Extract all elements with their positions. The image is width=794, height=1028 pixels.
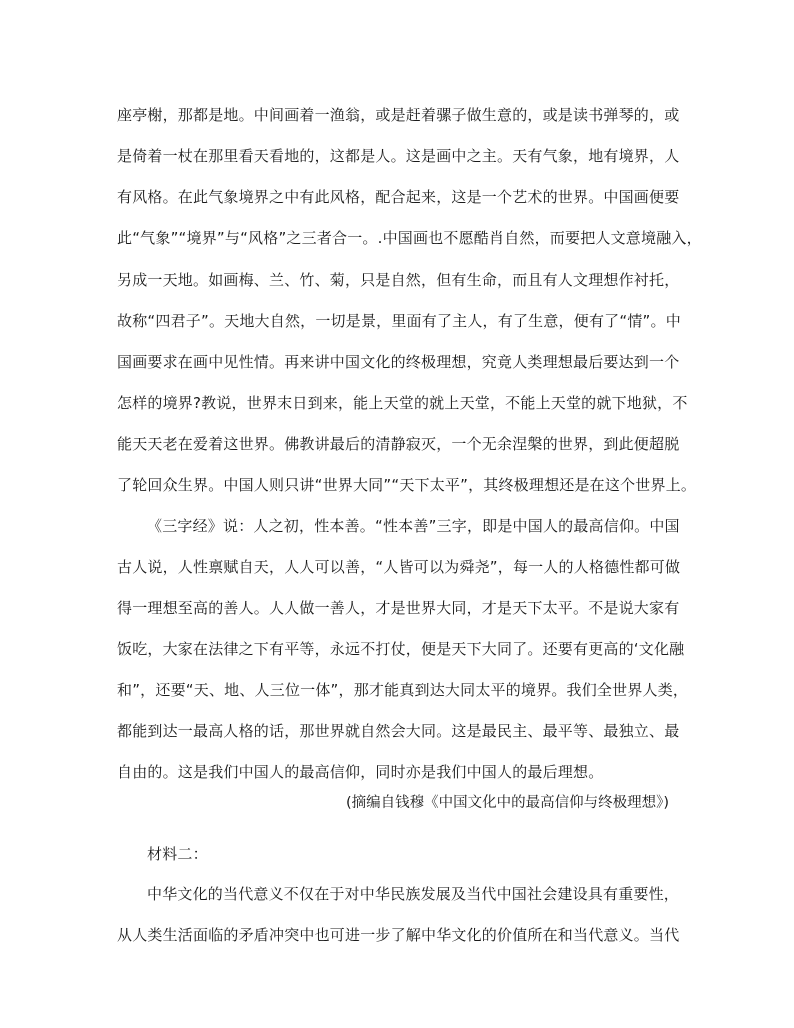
text-line: 都能到达一最高人格的话，那世界就自然会大同。这是最民主、最平等、最独立、最 <box>117 722 680 740</box>
text-line: 有风格。在此气象境界之中有此风格，配合起来，这是一个艺术的世界。中国画便要 <box>117 188 680 206</box>
section-heading: 材料二： <box>147 845 208 863</box>
text-line: 古人说，人性禀赋自天，人人可以善，“人皆可以为舜尧”，每一人的人格德性都可做 <box>117 558 681 576</box>
text-line: 从人类生活面临的矛盾冲突中也可进一步了解中华文化的价值所在和当代意义。当代 <box>117 926 680 944</box>
text-line: 另成一天地。如画梅、兰、竹、菊，只是自然，但有生命，而且有人文理想作衬托， <box>117 271 680 289</box>
text-line: 故称“四君子”。天地大自然，一切是景，里面有了主人，有了生意，便有了“情”。中 <box>117 312 681 330</box>
text-line: 能天天老在爱着这世界。佛教讲最后的清静寂灭，一个无余涅槃的世界，到此便超脱 <box>117 435 680 453</box>
text-line: 此“气象”“境界”与“风格”之三者合一。.中国画也不愿酷肖自然，而要把人文意境融入， <box>117 229 702 247</box>
text-line: 是倚着一杖在那里看天看地的，这都是人。这是画中之主。天有气象，地有境界，人 <box>117 147 680 165</box>
text-line: 了轮回众生界。中国人则只讲“世界大同”“天下太平”，其终极理想还是在这个世界上。 <box>117 476 697 494</box>
source-citation: (摘编自钱穆《中国文化中的最高信仰与终极理想》) <box>346 795 670 811</box>
paragraph-start-line: 《三字经》说：人之初，性本善。“性本善”三字，即是中国人的最高信仰。中国 <box>147 517 680 535</box>
text-line: 国画要求在画中见性情。再来讲中国文化的终极理想，究竟人类理想最后要达到一个 <box>117 353 680 371</box>
text-line: 和”，还要“天、地、人三位一体”，那才能真到达大同太平的境界。我们全世界人类， <box>117 681 689 699</box>
text-line: 座亭榭，那都是地。中间画着一渔翁，或是赶着骡子做生意的，或是读书弹琴的，或 <box>117 106 680 124</box>
text-line: 得一理想至高的善人。人人做一善人，才是世界大同，才是天下太平。不是说大家有 <box>117 599 680 617</box>
paragraph-start-line: 中华文化的当代意义不仅在于对中华民族发展及当代中国社会建设具有重要性， <box>147 885 680 903</box>
text-line: 自由的。这是我们中国人的最高信仰，同时亦是我们中国人的最后理想。 <box>117 763 604 781</box>
text-line: 怎样的境界?教说，世界末日到来，能上天堂的就上天堂，不能上天堂的就下地狱，不 <box>117 394 688 412</box>
text-line: 饭吃，大家在法律之下有平等，永远不打仗，便是天下大同了。还要有更高的‘文化融 <box>117 640 685 658</box>
